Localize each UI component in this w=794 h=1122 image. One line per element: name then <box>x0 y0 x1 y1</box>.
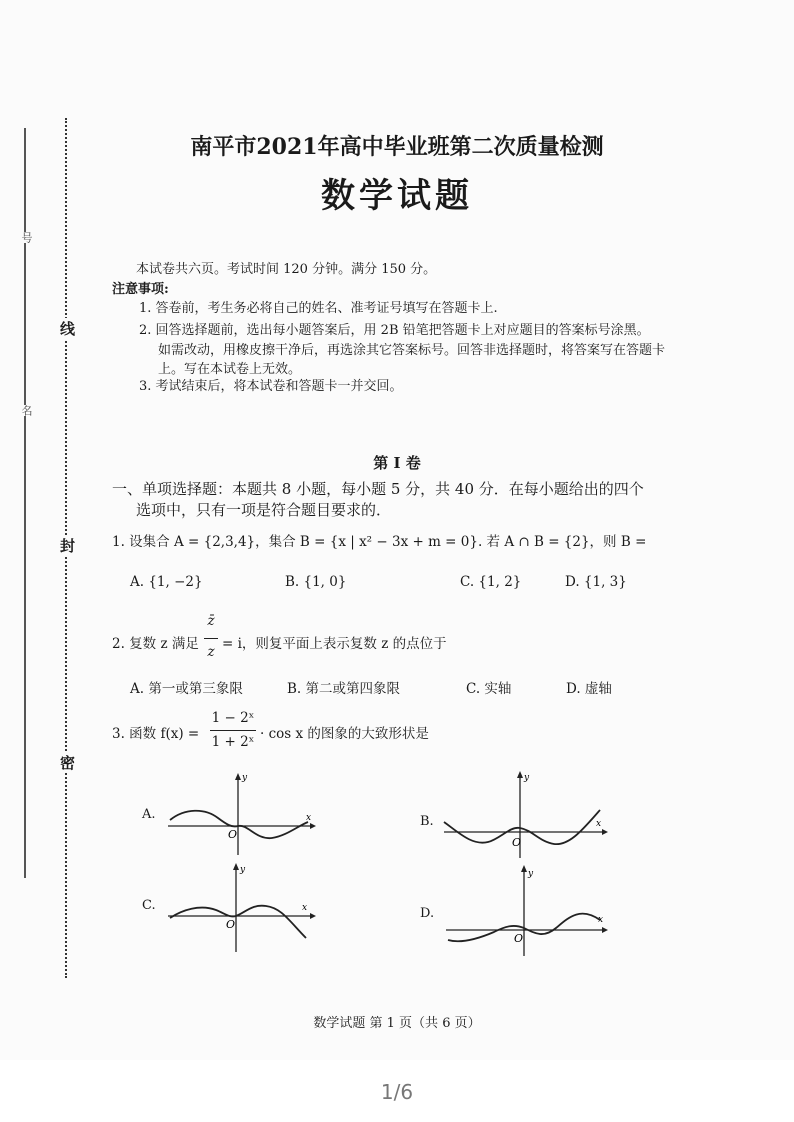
graph-a-label: A. <box>142 807 156 822</box>
graph-a-y-label: y <box>242 773 248 783</box>
q3-stem-pre: 3. 函数 f(x) = <box>112 726 200 742</box>
subject-title: 数学试题 <box>321 176 473 216</box>
notes-heading: 注意事项: <box>112 282 169 297</box>
page-footer: 数学试题 第 1 页（共 6 页） <box>313 1016 481 1031</box>
q2-stem-pre: 2. 复数 z 满足 <box>112 636 199 652</box>
graph-d-origin: O <box>514 932 524 945</box>
graph-b-curve <box>444 810 600 844</box>
graph-c-origin: O <box>226 918 236 931</box>
graph-b-y-label: y <box>524 773 530 783</box>
part-title: 第 I 卷 <box>373 454 421 472</box>
q2-frac-bar <box>204 638 218 639</box>
graph-d <box>440 862 612 957</box>
q3-frac-num: 1 − 2ˣ <box>211 710 255 726</box>
q2-stem-post: = i，则复平面上表示复数 z 的点位于 <box>222 636 447 652</box>
q2-option-d: D. 虚轴 <box>566 681 612 697</box>
graph-c-label: C. <box>142 898 156 913</box>
q3-frac-den: 1 + 2ˣ <box>211 734 255 750</box>
exam-info: 本试卷共六页。考试时间 120 分钟。满分 150 分。 <box>136 262 437 277</box>
note-2: 2. 回答选择题前，选出每小题答案后，用 2B 铅笔把答题卡上对应题目的答案标号涂黑。 <box>139 323 650 338</box>
q1-option-a: A. {1, −2} <box>130 574 203 590</box>
graph-b-label: B. <box>420 814 434 829</box>
graph-b-origin: O <box>512 836 522 849</box>
q1-stem: 1. 设集合 A = {2,3,4}，集合 B = {x | x² − 3x + m = 0}. 若 A ∩ B = {2}，则 B = <box>112 534 647 550</box>
q1-option-c: C. {1, 2} <box>460 574 522 590</box>
q2-option-c: C. 实轴 <box>466 681 512 697</box>
q1-option-b: B. {1, 0} <box>285 574 347 590</box>
graph-a-origin: O <box>228 828 238 841</box>
graph-c <box>160 860 320 955</box>
note-1: 1. 答卷前，考生务必将自己的姓名、准考证号填写在答题卡上. <box>139 301 498 316</box>
q3-frac-bar <box>210 730 256 731</box>
q1-option-d: D. {1, 3} <box>565 574 627 590</box>
q3-stem-post: · cos x 的图象的大致形状是 <box>260 726 429 742</box>
q2-option-b: B. 第二或第四象限 <box>287 681 401 697</box>
note-2-cont2: 上。写在本试卷上无效。 <box>158 362 302 377</box>
section1-line2: 选项中，只有一项是符合题目要求的． <box>136 501 392 519</box>
graph-c-curve <box>170 906 306 938</box>
graph-c-y-label: y <box>240 865 246 875</box>
graph-b <box>436 770 612 860</box>
graph-a <box>160 770 320 860</box>
q2-option-a: A. 第一或第三象限 <box>130 681 243 697</box>
graph-a-x-label: x <box>306 813 312 823</box>
field-label-number: 号 <box>20 232 33 243</box>
binding-char-feng: 封 <box>57 535 78 556</box>
q2-frac-den: z <box>207 644 215 660</box>
q2-frac-num: z̄ <box>207 613 215 629</box>
note-3: 3. 考试结束后，将本试卷和答题卡一并交回。 <box>139 379 403 394</box>
graph-c-x-label: x <box>302 903 308 913</box>
graph-a-curve <box>170 811 308 838</box>
note-2-cont: 如需改动，用橡皮擦干净后，再选涂其它答案标号。回答非选择题时，将答案写在答题卡 <box>158 343 666 358</box>
graph-d-y-label: y <box>528 869 534 879</box>
page-indicator: 1/6 <box>380 1080 414 1104</box>
binding-char-xian: 线 <box>57 318 78 339</box>
graph-d-label: D. <box>420 906 435 921</box>
field-label-name: 名 <box>20 405 33 416</box>
graph-b-x-label: x <box>596 819 602 829</box>
exam-title: 南平市2021年高中毕业班第二次质量检测 <box>190 134 604 160</box>
graph-d-x-label: x <box>598 915 604 925</box>
binding-char-mi: 密 <box>57 752 78 773</box>
section1-line1: 一、单项选择题：本题共 8 小题，每小题 5 分，共 40 分．在每小题给出的四个 <box>112 480 644 498</box>
